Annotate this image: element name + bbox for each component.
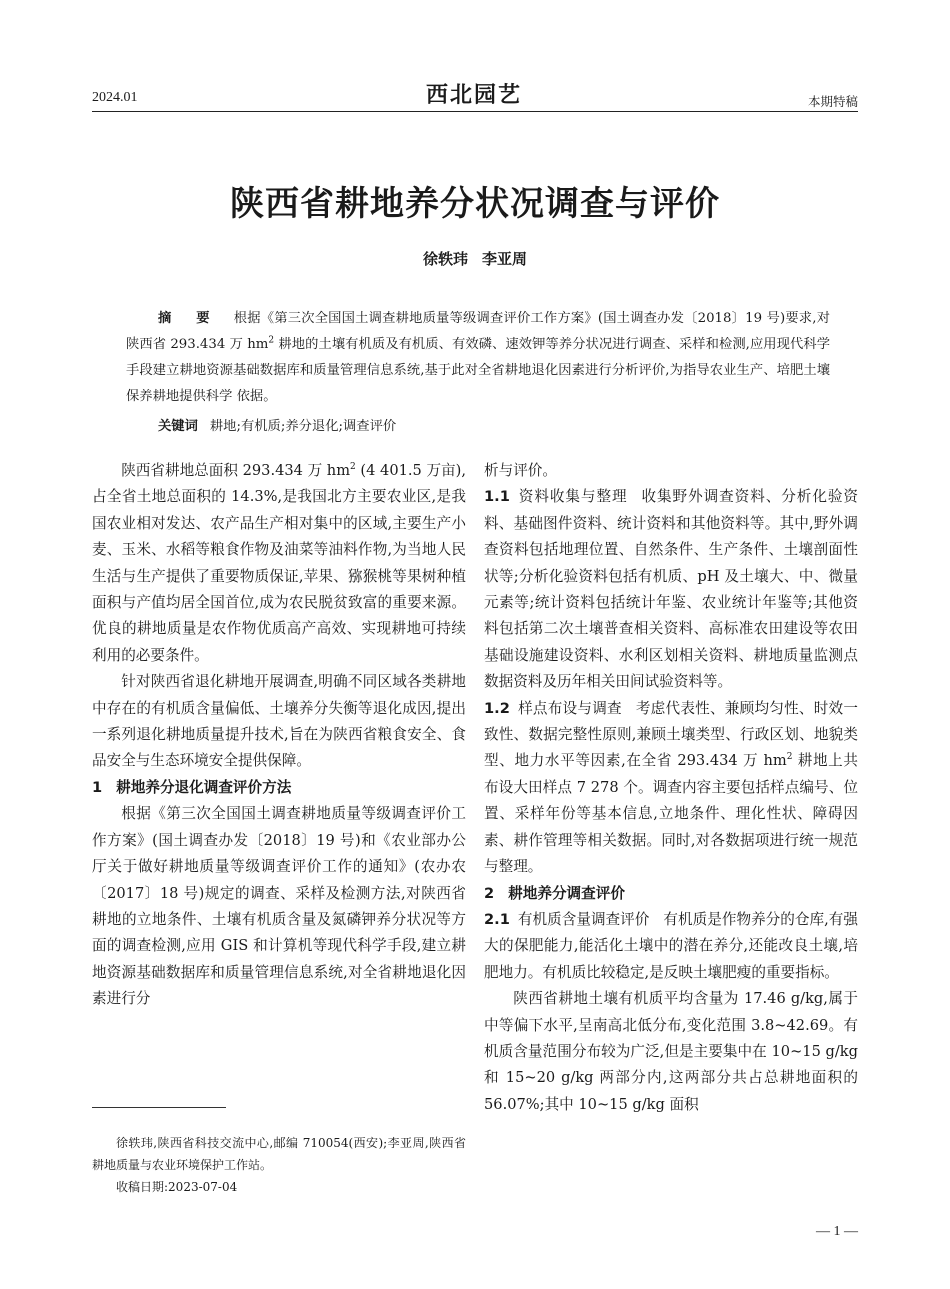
paragraph: 针对陕西省退化耕地开展调查,明确不同区域各类耕地中存在的有机质含量偏低、土壤养分失衡等退化成因,提出一系列退化耕地质量提升技术,旨在为陕西省粮食安全、食品安全与生态环境安全提供保障。 <box>92 673 466 770</box>
section-heading: 1 耕地养分退化调查评价方法 <box>92 778 292 796</box>
section-heading: 2 耕地养分调查评价 <box>484 884 625 902</box>
header-rule <box>92 111 858 112</box>
right-column <box>484 458 858 1118</box>
paragraph: 陕西省耕地土壤有机质平均含量为 17.46 g/kg,属于中等偏下水平,呈南高北低分布,变化范围 3.8~42.69。有机质含量范围分布较为广泛,但是主要集中在 10~15 g/kg 和 15~20 g/kg 两部分内,这两部分共占总耕地面积的 56.07%;其中 10~15 g/kg 面积 <box>484 990 858 1113</box>
author-name: 徐轶玮 <box>422 250 468 268</box>
subsection-paragraph: 2.1 有机质含量调查评价 有机质是作物养分的仓库,有强大的保肥能力,能活化土壤中的潜在养分,还能改良土壤,培肥地力。有机质比较稳定,是反映土壤肥瘦的重要指标。 <box>484 910 858 981</box>
subsection-title: 资料收集与整理 <box>517 488 628 506</box>
abstract-label: 摘 要 <box>158 311 220 326</box>
abstract-text-cont: 耕地的土壤有机质及有机质、有效磷、速效钾等养分状况进行调查、采样和检测,应用现代科学手段建立耕地资源基础数据库和质量管理信息系统,基于此对全省耕地退化因素进行分析评价,为指导农业生产、培肥土壤保养耕地提供科学 依据。 <box>126 337 831 404</box>
subsection-title: 样点布设与调查 <box>517 699 622 717</box>
footnote <box>92 1132 466 1198</box>
footnote-author-info: 徐轶玮,陕西省科技交流中心,邮编 710054(西安);李亚周,陕西省耕地质量与农业环境保护工作站。 <box>92 1136 466 1172</box>
keywords-label: 关键词 <box>158 419 198 434</box>
subsection-paragraph: 1.1 资料收集与整理 收集野外调查资料、分析化验资料、基础图件资料、统计资料和其他资料等。其中,野外调查资料包括地理位置、自然条件、生产条件、土壤剖面性状等;分析化验资料包括有机质、pH 及土壤大、中、微量元素等;统计资料包括统计年鉴、农业统计年鉴等;其他资料包括第二次土壤普查相关资料、高标准农田建设等农田基础设施建设资料、水利区划相关资料、耕地质量监测点数据资料及历年相关田间试验资料等。 <box>484 488 858 691</box>
abstract-text: 根据《第三次全国国土调查耕地质量等级调查评价工作方案》(国土调查办发〔2018〕19 号)要求,对陕西省 293.434 万 hm <box>126 311 830 352</box>
author-list <box>0 248 950 269</box>
keywords <box>158 414 396 440</box>
superscript: 2 <box>268 335 275 346</box>
paragraph: 析与评价。 <box>484 462 557 479</box>
page-number: — 1 — <box>816 1224 858 1239</box>
journal-logo-text: 西北园艺 <box>425 81 522 108</box>
abstract <box>126 306 830 410</box>
footnote-rule <box>92 1107 226 1108</box>
paragraph: 根据《第三次全国国土调查耕地质量等级调查评价工作方案》(国土调查办发〔2018〕19 号)和《农业部办公厅关于做好耕地质量等级调查评价工作的通知》(农办农〔2017〕18 号)规定的调查、采样及检测方法,对陕西省耕地的立地条件、土壤有机质含量及氮磷钾养分状况等方面的调查检测,应用 GIS 和计算机等现代科学手段,建立耕地资源基础数据库和质量管理信息系统,对全省耕地退化因素进行分 <box>92 805 466 1008</box>
paragraph: 陕西省耕地总面积 293.434 万 $hm^2$ (4 401.5 万亩),占全省土地总面积的 14.3%,是我国北方主要农业区,是我国农业相对发达、农产品生产相对集中的区域,主要生产小麦、玉米、水稻等粮食作物及油菜等油料作物,为当地人民生活与生产提供了重要物质保证,苹果、猕猴桃等果树种植面积与产值均居全国首位,成为农民脱贫致富的重要来源。优良的耕地质量是农作物优质高产高效、实现耕地可持续利用的必要条件。 <box>92 462 466 664</box>
issue-date: 2024.01 <box>92 90 138 105</box>
keywords-text: 耕地;有机质;养分退化;调查评价 <box>209 419 397 434</box>
footnote-received-date: 收稿日期:2023-07-04 <box>116 1180 238 1194</box>
subsection-paragraph: 1.2 样点布设与调查 考虑代表性、兼顾均匀性、时效一致性、数据完整性原则,兼顾土壤类型、行政区划、地貌类型、地力水平等因素,在全省 293.434 万 $hm^2$ 耕地上共布设大田样点 7 278 个。调查内容主要包括样点编号、位置、采样年份等基本信息,立地条件、理化性状、障碍因素、耕作管理等相关数据。同时,对各数据项进行统一规范与整理。 <box>484 699 858 876</box>
subsection-title: 有机质含量调查评价 <box>517 910 650 928</box>
journal-logo <box>420 78 528 108</box>
section-label: 本期特稿 <box>807 94 858 109</box>
author-name: 李亚周 <box>482 250 528 268</box>
left-column <box>92 458 466 1013</box>
article-title: 陕西省耕地养分状况调查与评价 <box>230 184 720 224</box>
